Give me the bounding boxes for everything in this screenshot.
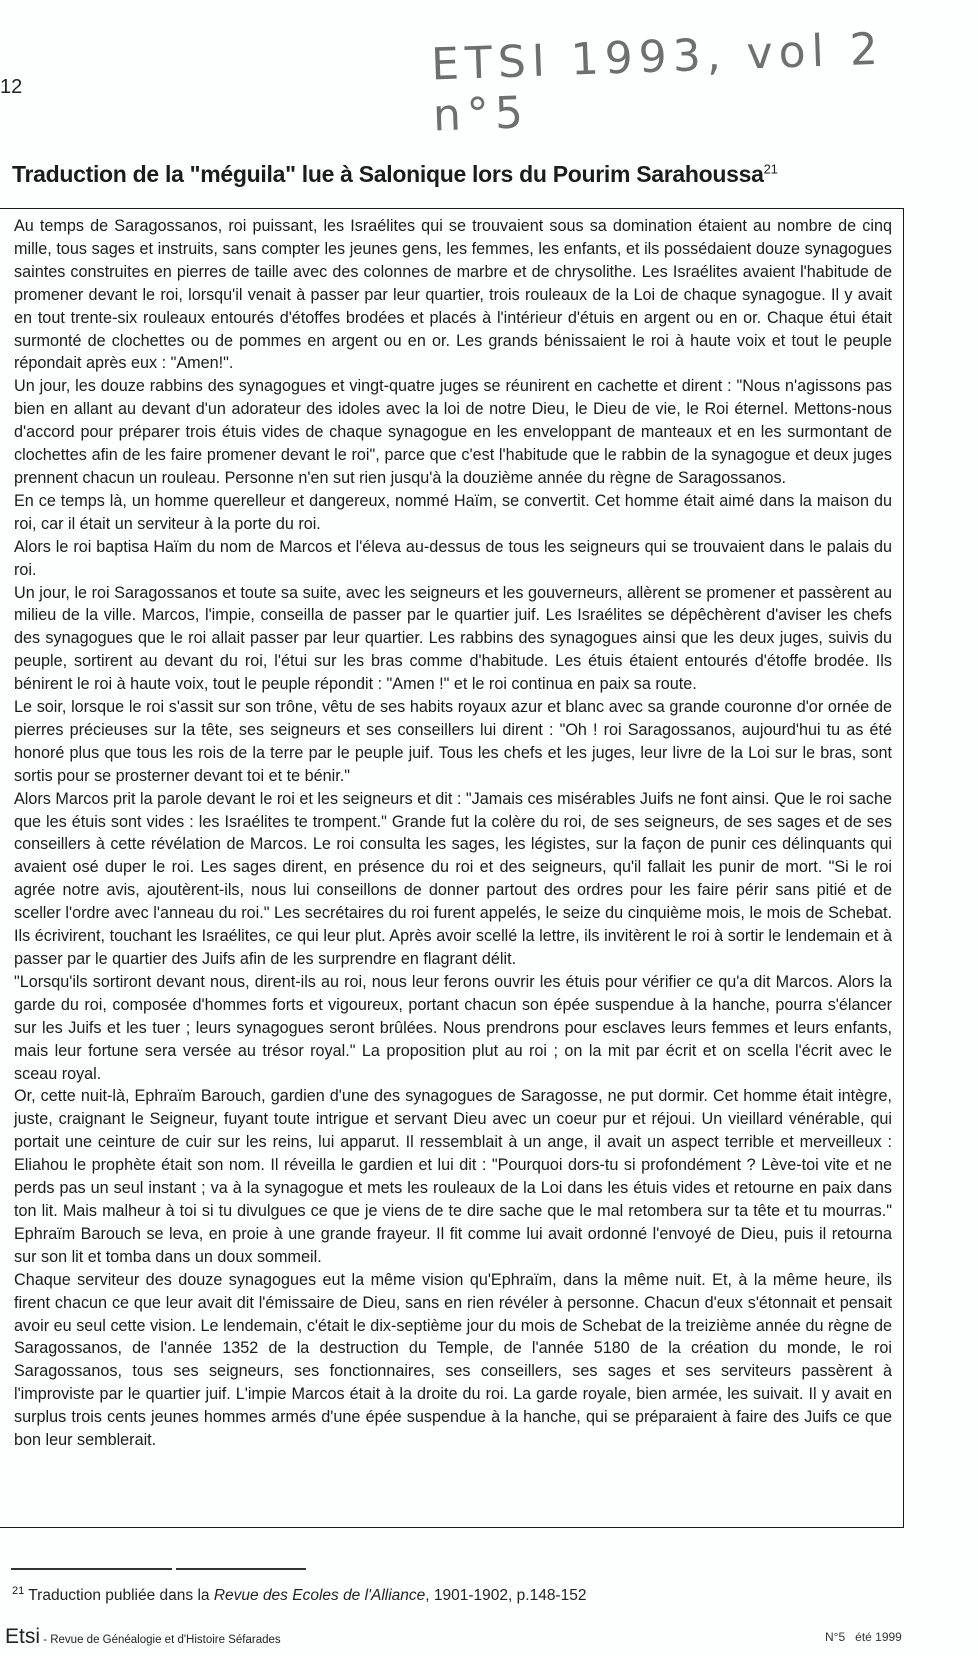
footnote: [12, 1585, 586, 1605]
paragraph: Le soir, lorsque le roi s'assit sur son trône, vêtu de ses habits royaux azur et blanc avec sa grande couronne d'or ornée de pierres précieuses sur la tête, ses seigneurs et ses conseillers lui dirent : "Oh ! roi Saragossanos, aujourd'hui tu as été honoré plus que tous les rois de la terre par le peuple juif. Tous les chefs et les juges, leur livre de la Loi sur le bras, sont sortis pour se prosterner devant toi et te bénir.": [14, 698, 892, 785]
paragraph: "Lorsqu'ils sortiront devant nous, dirent-ils au roi, nous leur ferons ouvrir les étuis pour vérifier ce qu'a dit Marcos. Alors la garde du roi, composée d'hommes forts et vigoureux, portant chacun son épée suspendue à la hanche, pourra s'élancer sur les Juifs et les tuer ; leurs synagogues seront brûlées. Nous prendrons pour esclaves leurs femmes et leurs enfants, mais leur fortune sera versée au trésor royal." La proposition plut au roi ; on la mit par écrit et on scella l'écrit avec le sceau royal.: [14, 972, 892, 1083]
paragraph: En ce temps là, un homme querelleur et dangereux, nommé Haïm, se convertit. Cet homme était aimé dans la maison du roi, car il était un serviteur à la porte du roi.: [14, 491, 892, 533]
handwritten-annotation: ETSI 1993, vol 2 n°5: [430, 23, 885, 142]
issue-season: été 1999: [855, 1630, 902, 1644]
footnote-number: 21: [12, 1585, 25, 1597]
article-title: [12, 161, 778, 188]
title-footnote-ref: 21: [763, 161, 778, 177]
footnote-divider: [11, 1568, 172, 1570]
journal-logo: Etsi: [5, 1625, 41, 1648]
title-text: Traduction de la "méguila" lue à Salonique lors du Pourim Sarahoussa: [12, 161, 764, 188]
article-body: [14, 215, 892, 1452]
paragraph: Au temps de Saragossanos, roi puissant, les Israélites qui se trouvaient sous sa domination étaient au nombre de cinq mille, tous sages et instruits, sans compter les jeunes gens, les femmes, les enfants, et ils possédaient douze synagogues saintes construites en pierres de taille avec des colonnes de marbre et de chrysolithe. Les Israélites avaient l'habitude de promener devant le roi, lorsqu'il venait à passer par leur quartier, trois rouleaux de la Loi de chaque synagogue. Il y avait en tout trente-six rouleaux entourés d'étoffes brodées et placés à l'intérieur d'étuis en argent ou en or. Chaque étui était surmonté de clochettes ou de pommes en argent ou en or. Les grands bénissaient le roi à haute voix et tout le peuple répondait après eux : "Amen!".: [14, 217, 892, 373]
paragraph: Un jour, le roi Saragossanos et toute sa suite, avec les seigneurs et les gouverneurs, allèrent se promener et passèrent au milieu de la ville. Marcos, l'impie, conseilla de passer par le quartier juif. Les Israélites se dépêchèrent d'aviser les chefs des synagogues que le roi allait passer par leur quartier. Les rabbins des synagogues ainsi que les deux juges, suivis du peuple, sortirent au devant du roi, l'étui sur les bras comme d'habitude. Les étuis étaient entourés d'étoffe brodée. Ils bénirent le roi à haute voix, tout le peuple répondit : "Amen !" et le roi continua en paix sa route.: [14, 583, 892, 694]
journal-subtitle: - Revue de Généalogie et d'Histoire Séfarades: [40, 1634, 281, 1646]
footnote-divider: [176, 1568, 306, 1570]
footnote-text: Traduction publiée dans la: [28, 1587, 214, 1605]
paragraph: Un jour, les douze rabbins des synagogues et vingt-quatre juges se réunirent en cachette et dirent : "Nous n'agissons pas bien en allant au devant d'un adorateur des idoles avec la loi de notre Dieu, le Dieu de vie, le Roi éternel. Mettons-nous d'accord pour préparer trois étuis vides de chaque synagogue en les enveloppant de manteaux et en les surmontant de clochettes afin de les faire promener devant le roi", parce que c'est l'habitude que le rabbin de la synagogue et deux juges prennent chacun un rouleau. Personne n'en sut rien jusqu'à la douzième année du règne de Saragossanos.: [14, 377, 892, 487]
paragraph: Alors Marcos prit la parole devant le roi et les seigneurs et dit : "Jamais ces misérables Juifs ne font ainsi. Que le roi sache que les étuis sont vides : les Israélites te trompent." Grande fut la colère du roi, de ses seigneurs, de ses sages et de ses conseillers à cette révélation de Marcos. Le roi consulta les sages, les légistes, sur la façon de punir ces délinquants qui avaient osé duper le roi. Les sages dirent, en présence du roi et des seigneurs, qu'il fallait les punir de mort. "Si le roi agrée notre avis, ajoutèrent-ils, nous lui conseillons de donner partout des ordres pour les faire périr sans pitié et de sceller l'ordre avec l'anneau du roi." Les secrétaires du roi furent appelés, le seize du cinquième mois, le mois de Schebat. Ils écrivirent, touchant les Israélites, ce qui leur plut. Après avoir scellé la lettre, ils invitèrent le roi à sortir le lendemain et à passer par le quartier des Juifs afin de les surprendre en flagrant délit.: [14, 789, 892, 968]
footer-issue: [815, 1630, 902, 1644]
paragraph: Or, cette nuit-là, Ephraïm Barouch, gardien d'une des synagogues de Saragosse, ne put dormir. Cet homme était intègre, juste, craignant le Seigneur, fuyant toute intrigue et servant Dieu avec un coeur pur et réjoui. Un vieillard vénérable, qui portait une ceinture de cuir sur les reins, lui apparut. Il ressemblait à un ange, il avait un aspect terrible et merveilleux : Eliahou le prophète était son nom. Il réveilla le gardien et lui dit : "Pourquoi dors-tu si profondément ? Lève-toi vite et ne perds pas un seul instant ; va à la synagogue et mets les rouleaux de la Loi dans les étuis vides et retourne en paix dans ton lit. Mais malheur à toi si tu divulgues ce que je viens de te dire sache que le mal retombera sur ta tête et tu mourras." Ephraïm Barouch se leva, en proie à une grande frayeur. Il fit comme lui avait ordonné l'envoyé de Dieu, puis il retourna sur son lit et tomba dans un doux sommeil.: [14, 1087, 892, 1266]
paragraph: Chaque serviteur des douze synagogues eut la même vision qu'Ephraïm, dans la même nuit. Et, à la même heure, ils firent chacun ce que leur avait dit l'émissaire de Dieu, sans en rien révéler à personne. Chacun d'eux s'étonnait et pensait avoir eu seul cette vision. Le lendemain, c'était le dix-septième jour du mois de Schebat de la treizième année du règne de Saragossanos, de l'année 1352 de la destruction du Temple, de l'année 5180 de la création du monde, le roi Saragossanos, tous ses seigneurs, ses fonctionnaires, ses conseillers, ses sages et ses serviteurs passèrent à l'improviste par le quartier juif. L'impie Marcos était à la droite du roi. La garde royale, bien armée, les suivait. Il y avait en surplus trois cents jeunes hommes armés d'une épée suspendue à la hanche, qui se préparaient à faire des Juifs ce que bon leur semblerait.: [14, 1270, 892, 1450]
footer-journal: [5, 1625, 281, 1649]
paragraph: Alors le roi baptisa Haïm du nom de Marcos et l'éleva au-dessus de tous les seigneurs qui se trouvaient dans le palais du roi.: [14, 537, 892, 579]
issue-number: N°5: [825, 1630, 846, 1644]
page-number: 12: [0, 76, 23, 98]
footnote-source-title: Revue des Ecoles de l'Alliance: [213, 1587, 426, 1605]
footnote-details: , 1901-1902, p.148-152: [425, 1587, 587, 1605]
